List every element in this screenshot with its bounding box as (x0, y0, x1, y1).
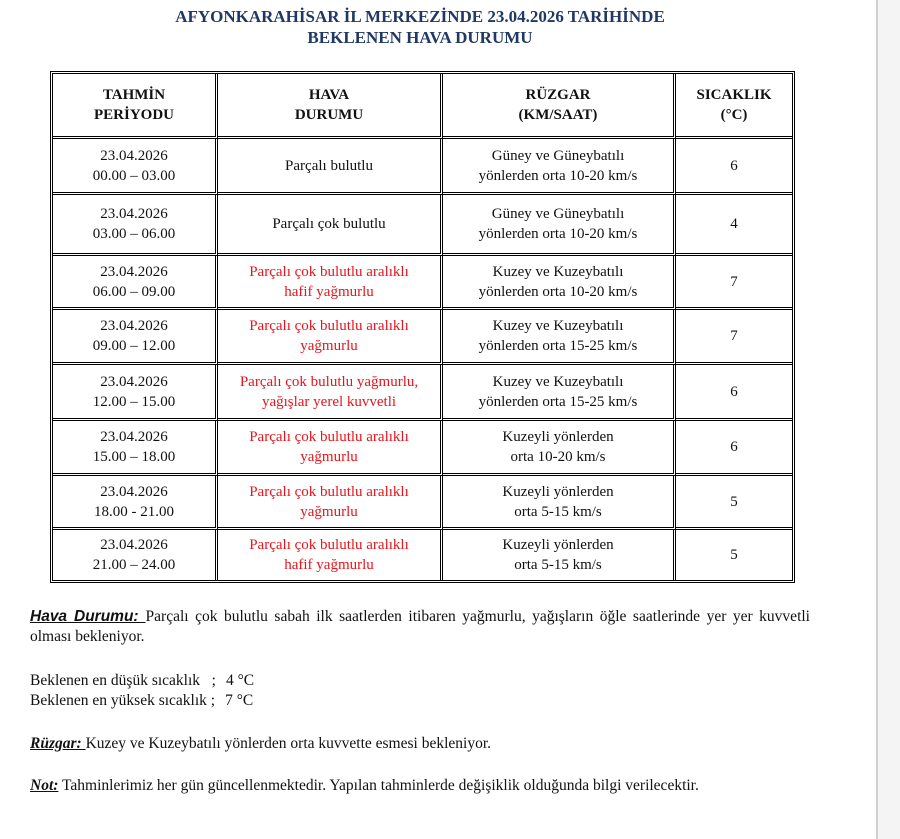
table-row (53, 310, 792, 365)
weather-line-1: Parçalı çok bulutlu aralıklı (249, 537, 409, 553)
wind-line-2: yönlerden orta 10-20 km/s (478, 226, 638, 242)
note-text: Tahminlerimiz her gün güncellenmektedir. Yapılan tahminlerde değişiklik olduğunda bilgi verilecektir. (58, 777, 699, 794)
wind-cell (443, 310, 676, 365)
period-time: 06.00 – 09.00 (92, 283, 176, 300)
wind-line-1: Kuzey ve Kuzeybatılı (492, 263, 624, 280)
title-line-1: AFYONKARAHİSAR İL MERKEZİNDE 23.04.2026 TARİHİNDE (175, 7, 665, 26)
weather-cell (218, 139, 443, 195)
period-cell (53, 421, 218, 476)
weather-cell (218, 256, 443, 310)
weather-line-1: Parçalı çok bulutlu aralıklı (249, 483, 409, 500)
page-gutter (876, 0, 900, 839)
period-cell (53, 530, 218, 580)
header-period: TAHMİN PERİYODU (53, 74, 218, 139)
weather-line-1: Parçalı çok bulutlu aralıklı (249, 318, 409, 334)
weather-line-2: yağmurlu (300, 338, 358, 354)
wind-line-1: Kuzeyli yönlerden (502, 537, 614, 553)
weather-line-1: Parçalı çok bulutlu aralıklı (249, 429, 409, 445)
wind-cell (443, 195, 676, 256)
wind-summary-text: Kuzey ve Kuzeybatılı yönlerden orta kuvvette esmesi bekleniyor. (85, 735, 492, 752)
temperature-value: 6 (730, 383, 738, 400)
header-temperature: SICAKLIK (°C) (676, 74, 792, 139)
note (30, 776, 750, 796)
wind-line-2: yönlerden orta 10-20 km/s (478, 167, 638, 184)
period-date: 23.04.2026 (100, 483, 168, 500)
wind-line-2: yönlerden orta 15-25 km/s (478, 393, 638, 410)
wind-line-2: orta 5-15 km/s (514, 503, 602, 520)
period-time: 03.00 – 06.00 (92, 226, 176, 242)
wind-line-1: Kuzeyli yönlerden (502, 483, 614, 500)
period-cell (53, 139, 218, 195)
period-time: 15.00 – 18.00 (92, 449, 176, 465)
header-weather: HAVA DURUMU (218, 74, 443, 139)
temperature-cell (676, 476, 792, 530)
temperature-value: 7 (730, 328, 738, 344)
weather-line-1: Parçalı çok bulutlu (272, 216, 386, 232)
table-row (53, 139, 792, 195)
min-temperature (30, 671, 810, 691)
wind-line-1: Kuzey ve Kuzeybatılı (492, 318, 624, 334)
weather-summary (30, 607, 810, 647)
weather-cell (218, 310, 443, 365)
weather-cell (218, 421, 443, 476)
weather-line-2: yağmurlu (300, 503, 358, 520)
weather-summary-text: Parçalı çok bulutlu sabah ilk saatlerden itibaren yağmurlu, yağışların öğle saatlerinde yer yer kuvvetli olması bekleniyor. (30, 608, 810, 645)
title-line-2: BEKLENEN HAVA DURUMU (307, 28, 533, 47)
table-row (53, 365, 792, 421)
min-temperature-label: Beklenen en düşük sıcaklık ; (30, 672, 216, 689)
wind-line-2: yönlerden orta 15-25 km/s (478, 338, 638, 354)
table-row (53, 476, 792, 530)
max-temperature (30, 691, 810, 711)
period-date: 23.04.2026 (100, 537, 168, 553)
temperature-value: 6 (730, 157, 738, 174)
weather-cell (218, 365, 443, 421)
max-temperature-label: Beklenen en yüksek sıcaklık ; (30, 692, 216, 709)
wind-cell (443, 139, 676, 195)
wind-line-1: Kuzeyli yönlerden (502, 429, 614, 445)
temperature-cell (676, 256, 792, 310)
weather-line-2: hafif yağmurlu (284, 283, 374, 300)
period-time: 09.00 – 12.00 (92, 338, 176, 354)
wind-line-2: orta 10-20 km/s (510, 449, 606, 465)
period-time: 21.00 – 24.00 (92, 557, 176, 573)
temperature-value: 5 (730, 493, 738, 510)
min-temperature-value: 4 °C (225, 672, 255, 689)
period-date: 23.04.2026 (100, 263, 168, 280)
temperature-cell (676, 195, 792, 256)
weather-line-1: Parçalı çok bulutlu aralıklı (249, 263, 409, 280)
period-cell (53, 256, 218, 310)
weather-line-2: yağmurlu (300, 449, 358, 465)
wind-cell (443, 365, 676, 421)
wind-cell (443, 530, 676, 580)
forecast-table (50, 71, 795, 583)
wind-cell (443, 476, 676, 530)
wind-summary (30, 734, 810, 754)
wind-cell (443, 421, 676, 476)
temperature-cell (676, 139, 792, 195)
weather-line-2: hafif yağmurlu (284, 557, 374, 573)
table-row (53, 421, 792, 476)
table-row (53, 195, 792, 256)
weather-line-1: Parçalı bulutlu (285, 157, 373, 174)
wind-line-1: Güney ve Güneybatılı (491, 147, 625, 164)
period-date: 23.04.2026 (100, 318, 168, 334)
wind-summary-label: Rüzgar: (30, 735, 86, 752)
temperature-cell (676, 365, 792, 421)
period-date: 23.04.2026 (100, 373, 168, 390)
temperature-value: 7 (730, 273, 738, 290)
period-time: 12.00 – 15.00 (92, 393, 176, 410)
table-header-row (53, 74, 792, 139)
weather-cell (218, 530, 443, 580)
header-wind: RÜZGAR (KM/SAAT) (443, 74, 676, 139)
wind-line-1: Güney ve Güneybatılı (491, 206, 625, 222)
wind-line-2: yönlerden orta 10-20 km/s (478, 283, 638, 300)
period-cell (53, 310, 218, 365)
weather-line-1: Parçalı çok bulutlu yağmurlu, (239, 373, 419, 390)
weather-cell (218, 476, 443, 530)
weather-cell (218, 195, 443, 256)
wind-line-2: orta 5-15 km/s (514, 557, 602, 573)
max-temperature-value: 7 °C (225, 692, 254, 709)
document-title (0, 6, 840, 48)
temperature-value: 5 (730, 547, 738, 563)
period-time: 18.00 - 21.00 (94, 503, 174, 520)
period-cell (53, 195, 218, 256)
temperature-cell (676, 310, 792, 365)
period-date: 23.04.2026 (100, 206, 168, 222)
wind-cell (443, 256, 676, 310)
temperature-value: 6 (730, 439, 738, 455)
weather-line-2: yağışlar yerel kuvvetli (261, 393, 397, 410)
temperature-value: 4 (730, 216, 738, 232)
note-label: Not: (30, 777, 59, 794)
period-time: 00.00 – 03.00 (92, 167, 176, 184)
table-row (53, 256, 792, 310)
period-date: 23.04.2026 (100, 429, 168, 445)
wind-line-1: Kuzey ve Kuzeybatılı (492, 373, 624, 390)
period-cell (53, 365, 218, 421)
table-row (53, 530, 792, 580)
temperature-cell (676, 530, 792, 580)
period-date: 23.04.2026 (100, 147, 168, 164)
period-cell (53, 476, 218, 530)
weather-summary-label: Hava Durumu: (30, 608, 146, 625)
temperature-cell (676, 421, 792, 476)
